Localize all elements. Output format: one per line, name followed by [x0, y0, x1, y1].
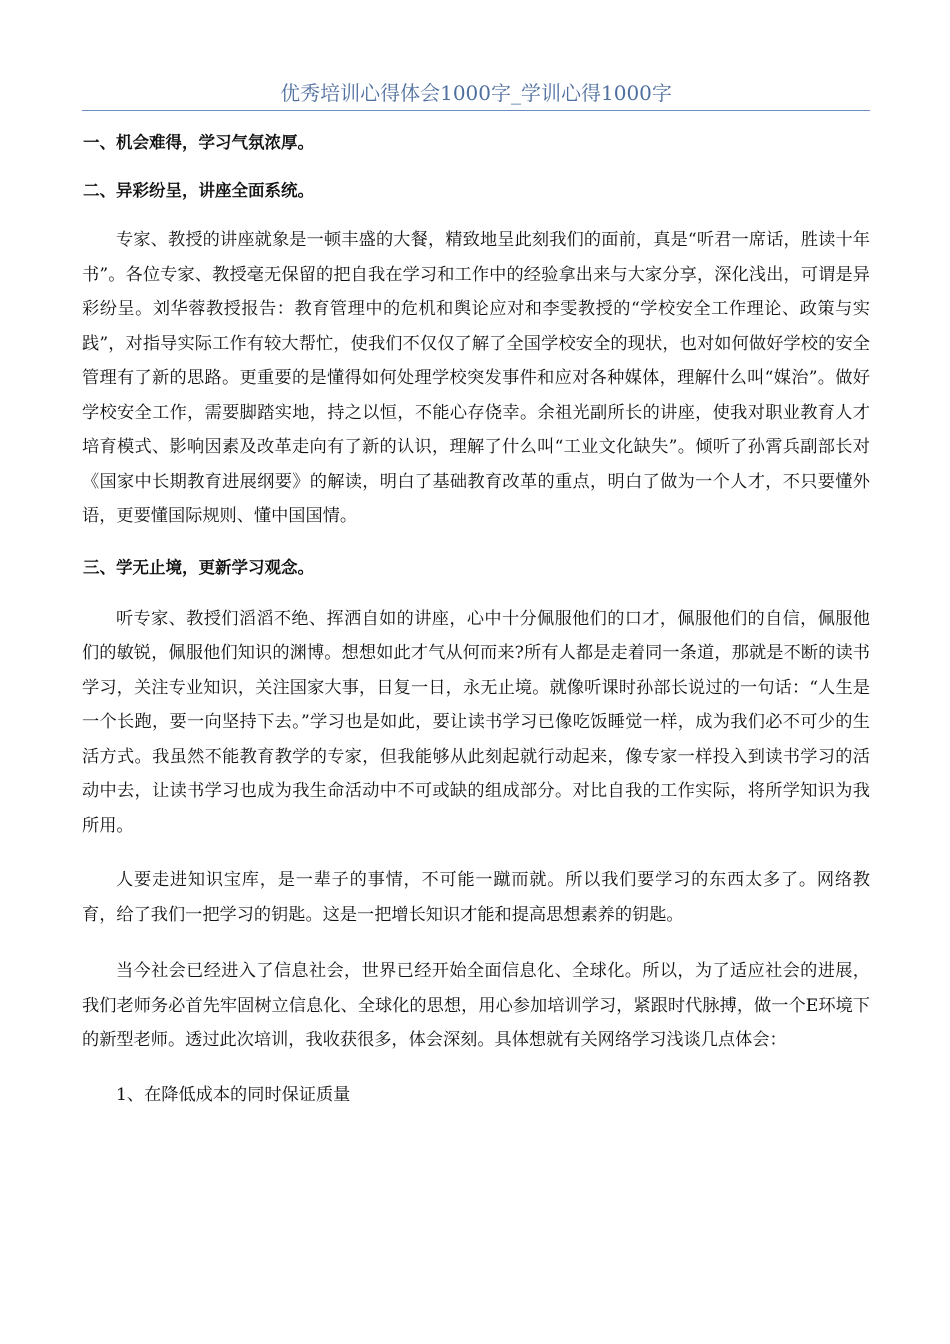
body-paragraph-1: 专家、教授的讲座就象是一顿丰盛的大餐，精致地呈此刻我们的面前，真是“听君一席话，胜读十年书”。各位专家、教授毫无保留的把自我在学习和工作中的经验拿出来与大家分享，深化浅出，可谓是异彩纷呈。刘华蓉教授报告：教育管理中的危机和舆论应对和李雯教授的“学校安全工作理论、政策与实践”，对指导实际工作有较大帮忙，使我们不仅仅了解了全国学校安全的现状，也对如何做好学校的安全管理有了新的思路。更重要的是懂得如何处理学校突发事件和应对各种媒体，理解什么叫“媒治”。做好学校安全工作，需要脚踏实地，持之以恒，不能心存侥幸。余祖光副所长的讲座，使我对职业教育人才培育模式、影响因素及改革走向有了新的认识，理解了什么叫“工业文化缺失”。倾听了孙霄兵副部长对《国家中长期教育进展纲要》的解读，明白了基础教育改革的重点，明白了做为一个人才，不只要懂外语，更要懂国际规则、懂中国国情。	[82, 230, 870, 526]
list-item-1: 1、在降低成本的同时保证质量	[116, 1084, 351, 1105]
body-paragraph-3: 人要走进知识宝库，是一辈子的事情，不可能一蹴而就。所以我们要学习的东西太多了。网络教育，给了我们一把学习的钥匙。这是一把增长知识才能和提高思想素养的钥匙。	[82, 870, 870, 925]
section-heading-1: 一、机会难得，学习气氛浓厚。	[83, 133, 314, 152]
document-page	[82, 78, 870, 1112]
section-heading-2: 二、异彩纷呈，讲座全面系统。	[83, 181, 314, 200]
body-paragraph-2: 听专家、教授们滔滔不绝、挥洒自如的讲座，心中十分佩服他们的口才，佩服他们的自信，佩服他们的敏锐，佩服他们知识的渊博。想想如此才气从何而来?所有人都是走着同一条道，那就是不断的读书学习，关注专业知识，关注国家大事，日复一日，永无止境。就像听课时孙部长说过的一句话：“人生是一个长跑，要一向坚持下去。”学习也是如此，要让读书学习已像吃饭睡觉一样，成为我们必不可少的生活方式。我虽然不能教育教学的专家，但我能够从此刻起就行动起来，像专家一样投入到读书学习的活动中去，让读书学习也成为我生命活动中不可或缺的组成部分。对比自我的工作实际，将所学知识为我所用。	[82, 608, 870, 836]
section-heading-3: 三、学无止境，更新学习观念。	[83, 557, 314, 577]
body-paragraph-4: 当今社会已经进入了信息社会，世界已经开始全面信息化、全球化。所以，为了适应社会的进展，我们老师务必首先牢固树立信息化、全球化的思想，用心参加培训学习，紧跟时代脉搏，做一个E环境下的新型老师。透过此次培训，我收获很多，体会深刻。具体想就有关网络学习浅谈几点体会：	[82, 961, 870, 1050]
document-title: 优秀培训心得体会1000字_学训心得1000字	[82, 78, 870, 111]
